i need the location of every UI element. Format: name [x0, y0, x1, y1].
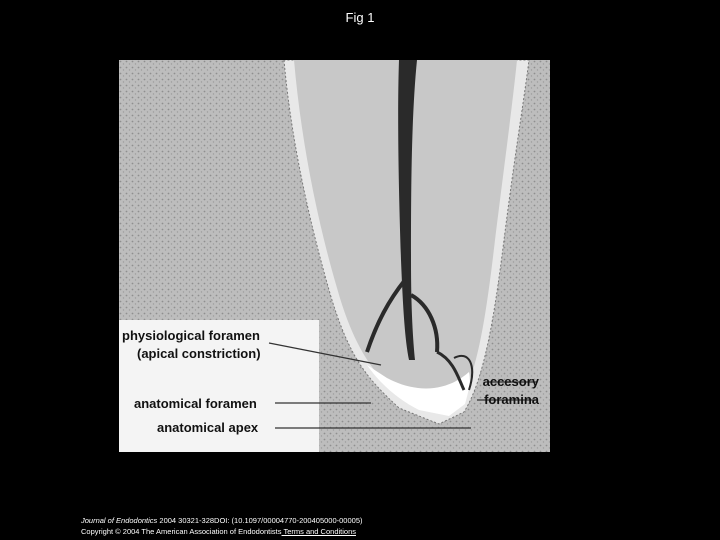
- label-apical-constriction: (apical constriction): [137, 346, 261, 361]
- label-physiological-foramen: physiological foramen: [122, 328, 260, 343]
- label-accesory: accesory: [482, 374, 539, 389]
- label-anatomical-apex: anatomical apex: [157, 420, 259, 435]
- figure-caption: [81, 515, 362, 537]
- figure-title: Fig 1: [345, 10, 375, 25]
- journal-name: Journal of Endodontics: [81, 516, 158, 525]
- citation-line: [81, 515, 362, 526]
- label-foramina: foramina: [484, 392, 539, 407]
- copyright-line: [81, 526, 362, 537]
- copyright-text: Copyright © 2004 The American Association of Endodontists: [81, 527, 282, 536]
- tooth-apex-illustration: [119, 60, 550, 452]
- label-anatomical-foramen: anatomical foramen: [134, 396, 257, 411]
- citation-text: 2004 30321-328DOI: (10.1097/00004770-200405000-00005): [157, 516, 363, 525]
- terms-link[interactable]: Terms and Conditions: [281, 527, 356, 536]
